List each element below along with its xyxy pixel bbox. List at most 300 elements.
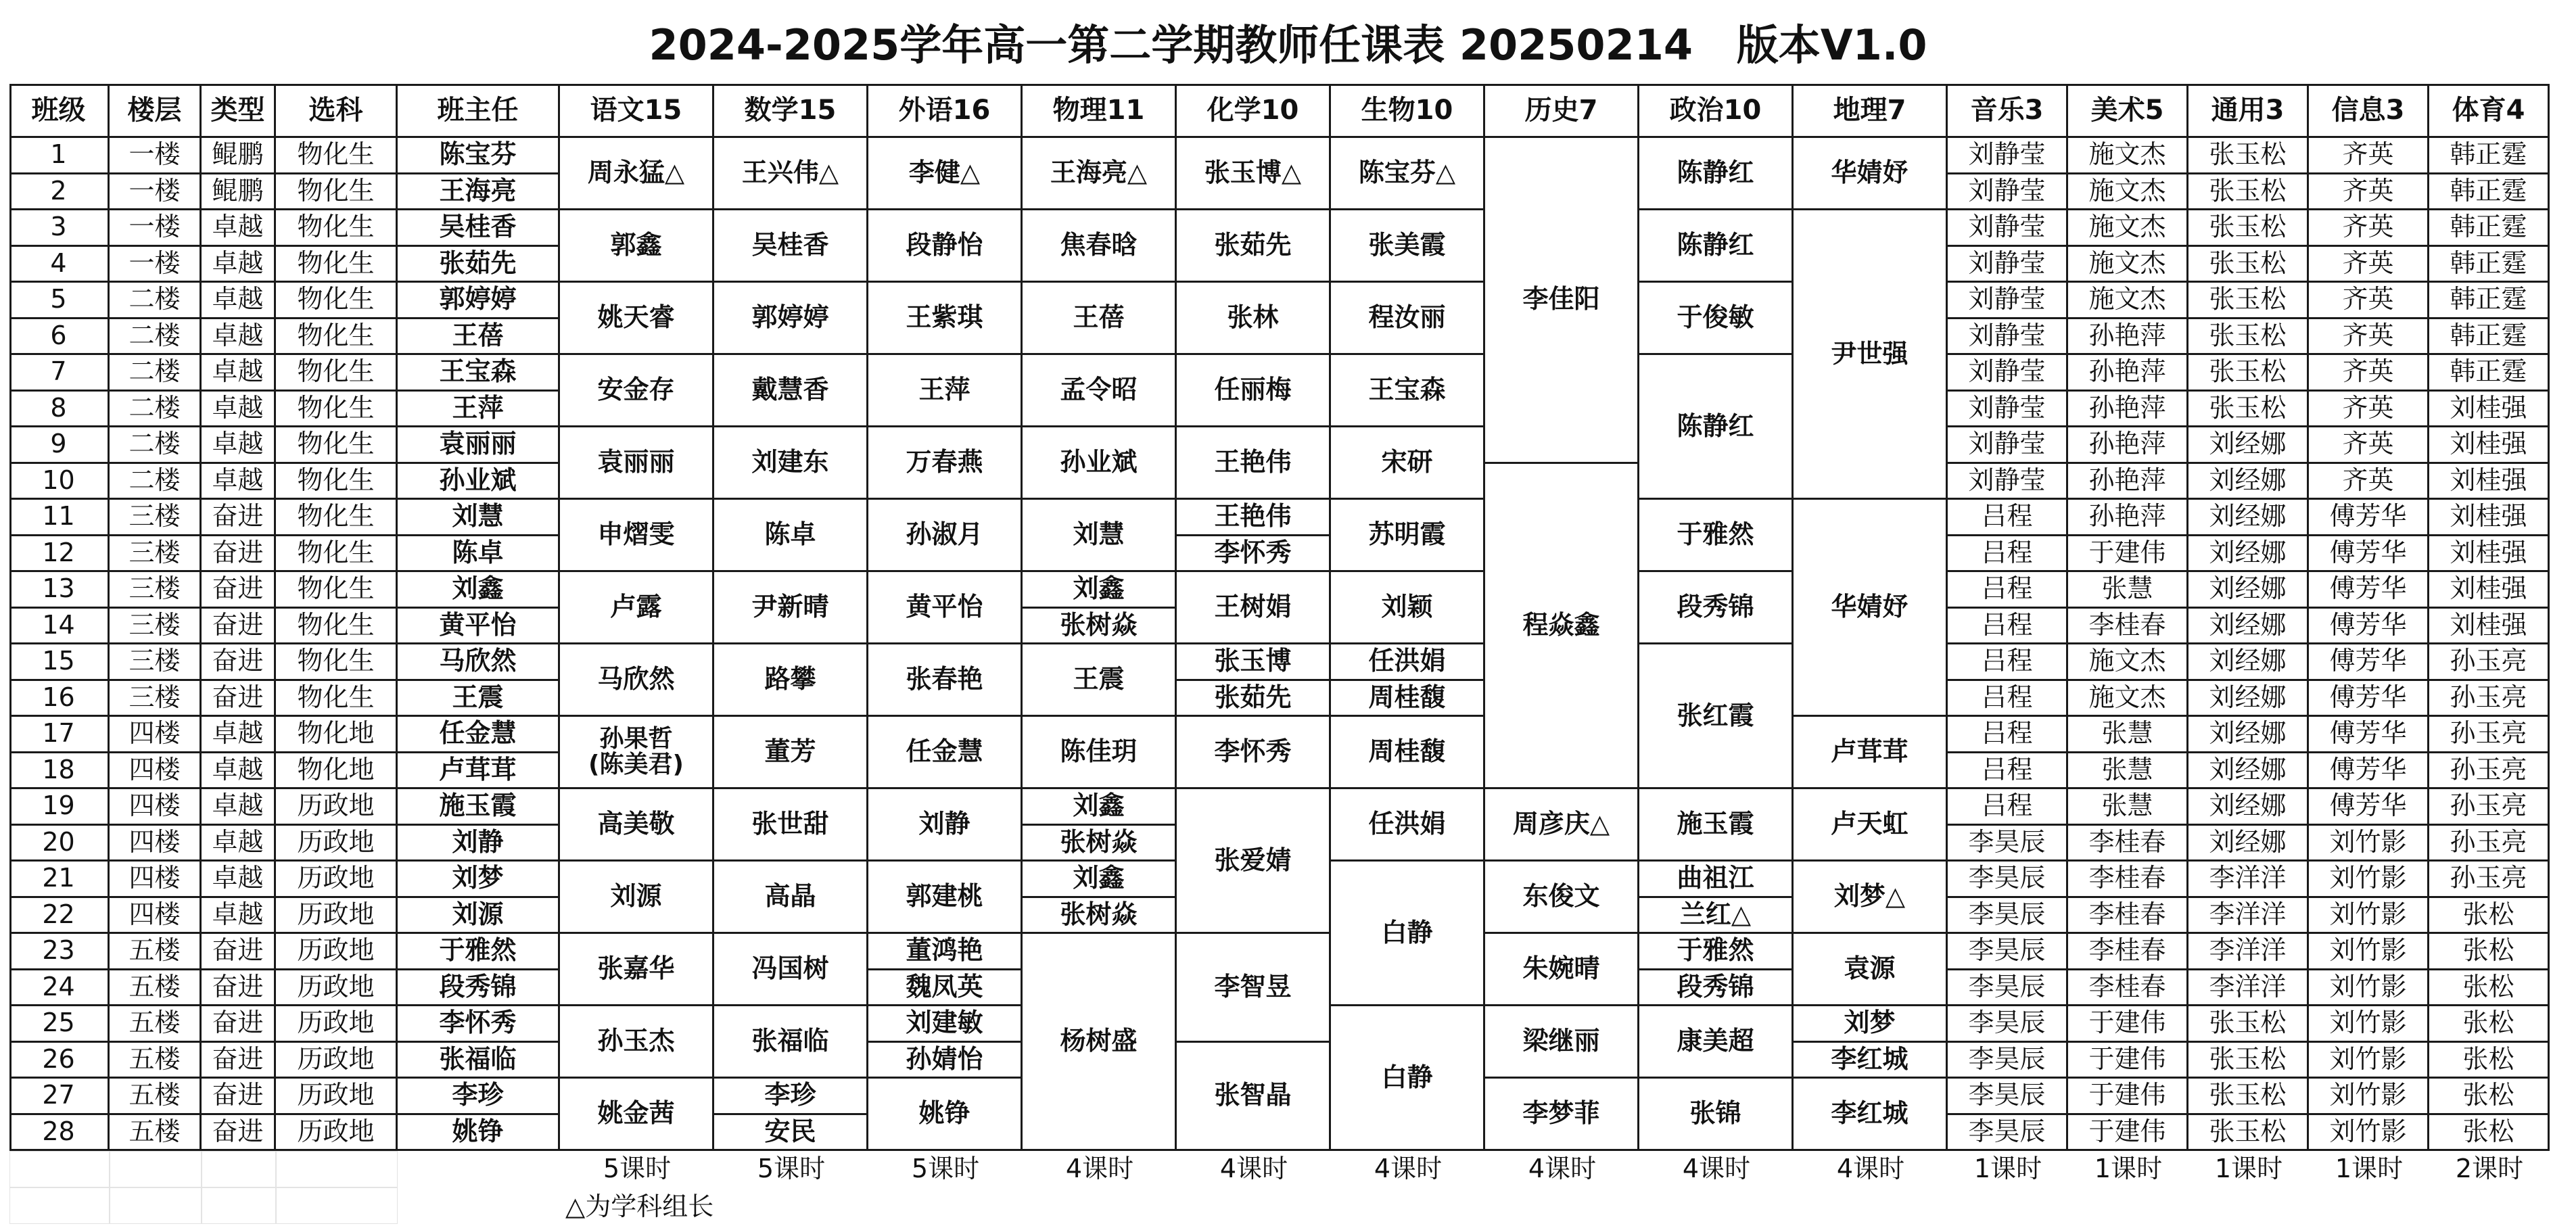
teacher-cell: 刘经娜: [2188, 572, 2309, 609]
teacher-cell: 任丽梅: [1177, 355, 1331, 427]
teacher-cell: 吴桂香: [714, 210, 868, 283]
class-type-cell: 奋进: [202, 500, 276, 536]
teacher-cell: 韩正霆: [2429, 247, 2550, 283]
head-teacher-cell: 王海亮: [398, 174, 560, 211]
weekly-hours-cell: 1课时: [2214, 1154, 2283, 1184]
teacher-cell: 郭鑫: [560, 210, 714, 283]
floor-cell: 三楼: [110, 644, 202, 681]
subject-combo-cell: 物化生: [276, 609, 398, 645]
teacher-cell: 刘鑫: [1023, 572, 1177, 609]
head-teacher-cell: 张茹先: [398, 247, 560, 283]
teacher-cell: 韩正霆: [2429, 283, 2550, 319]
floor-cell: 一楼: [110, 210, 202, 247]
class-number-cell: 20: [9, 826, 110, 862]
teacher-cell: 齐英: [2309, 247, 2429, 283]
teacher-cell: 孙玉杰: [560, 1006, 714, 1079]
teacher-cell: 张松: [2429, 1079, 2550, 1115]
head-teacher-cell: 吴桂香: [398, 210, 560, 247]
head-teacher-cell: 施玉霞: [398, 789, 560, 826]
teacher-cell: 魏凤英: [868, 970, 1023, 1007]
subject-combo-cell: 物化生: [276, 138, 398, 174]
head-teacher-cell: 姚铮: [398, 1115, 560, 1152]
teacher-cell: 周桂馥: [1331, 717, 1485, 789]
teacher-cell: 孙艳萍: [2068, 427, 2188, 464]
teacher-cell: 张红霞: [1639, 644, 1794, 789]
teacher-cell: 李昊辰: [1948, 826, 2068, 862]
head-teacher-cell: 李珍: [398, 1079, 560, 1115]
teacher-cell: 刘经娜: [2188, 681, 2309, 717]
floor-cell: 二楼: [110, 355, 202, 392]
floor-cell: 四楼: [110, 862, 202, 898]
teacher-cell: 齐英: [2309, 355, 2429, 392]
teacher-cell: 陈卓: [714, 500, 868, 572]
teacher-cell: 张智晶: [1177, 1043, 1331, 1152]
class-number-cell: 15: [9, 644, 110, 681]
head-teacher-cell: 孙业斌: [398, 464, 560, 500]
column-header: 数学15: [714, 84, 868, 138]
class-number-cell: 9: [9, 427, 110, 464]
teacher-cell: 王宝森: [1331, 355, 1485, 427]
teacher-cell: 刘桂强: [2429, 609, 2550, 645]
teacher-cell: 张松: [2429, 1006, 2550, 1043]
class-type-cell: 卓越: [202, 319, 276, 356]
column-header: 美术5: [2068, 84, 2188, 138]
teacher-cell: 张慧: [2068, 753, 2188, 790]
class-number-cell: 7: [9, 355, 110, 392]
floor-cell: 五楼: [110, 1006, 202, 1043]
teacher-cell: 刘建东: [714, 427, 868, 500]
teacher-cell: 卢茸茸: [1794, 717, 1948, 789]
column-header: 楼层: [110, 84, 202, 138]
teacher-cell: 康美超: [1639, 1006, 1794, 1079]
teacher-cell: 董芳: [714, 717, 868, 789]
teacher-cell: 齐英: [2309, 138, 2429, 174]
teacher-cell: 程焱鑫: [1485, 464, 1639, 790]
teacher-cell: 齐英: [2309, 174, 2429, 211]
class-number-cell: 8: [9, 392, 110, 428]
teacher-cell: 袁源: [1794, 934, 1948, 1006]
teacher-cell: 董鸿艳: [868, 934, 1023, 970]
subject-combo-cell: 物化生: [276, 572, 398, 609]
teacher-cell: 刘桂强: [2429, 500, 2550, 536]
class-number-cell: 3: [9, 210, 110, 247]
teacher-cell: 周桂馥: [1331, 681, 1485, 717]
teacher-cell: 刘经娜: [2188, 753, 2309, 790]
weekly-hours-cell: 4课时: [1219, 1154, 1288, 1184]
class-number-cell: 27: [9, 1079, 110, 1115]
teacher-cell: 吕程: [1948, 609, 2068, 645]
teacher-cell: 张美霞: [1331, 210, 1485, 283]
teacher-cell: 刘鑫: [1023, 789, 1177, 826]
floor-cell: 四楼: [110, 753, 202, 790]
teacher-cell: 孙玉亮: [2429, 717, 2550, 753]
teacher-cell: 刘竹影: [2309, 862, 2429, 898]
teacher-cell: 孙玉亮: [2429, 644, 2550, 681]
class-number-cell: 22: [9, 898, 110, 935]
teacher-cell: 孙玉亮: [2429, 862, 2550, 898]
teacher-cell: 华婧妤: [1794, 138, 1948, 210]
teacher-cell: 王震: [1023, 644, 1177, 717]
weekly-hours-cell: 1课时: [1973, 1154, 2042, 1184]
teacher-cell: 张玉松: [2188, 1006, 2309, 1043]
subject-combo-cell: 历政地: [276, 898, 398, 935]
teacher-cell: 周永猛△: [560, 138, 714, 210]
class-type-cell: 奋进: [202, 970, 276, 1007]
column-header: 化学10: [1177, 84, 1331, 138]
teacher-cell: 傅芳华: [2309, 644, 2429, 681]
teacher-cell: 刘静莹: [1948, 247, 2068, 283]
class-type-cell: 卓越: [202, 210, 276, 247]
floor-cell: 四楼: [110, 717, 202, 753]
teacher-cell: 刘颖: [1331, 572, 1485, 644]
teacher-cell: 任金慧: [868, 717, 1023, 789]
teacher-cell: 李洋洋: [2188, 898, 2309, 935]
subject-combo-cell: 历政地: [276, 826, 398, 862]
floor-cell: 二楼: [110, 427, 202, 464]
subject-combo-cell: 物化生: [276, 536, 398, 573]
teacher-cell: 于俊敏: [1639, 283, 1794, 355]
subject-combo-cell: 历政地: [276, 970, 398, 1007]
teacher-cell: 于建伟: [2068, 1006, 2188, 1043]
teacher-cell: 段秀锦: [1639, 572, 1794, 644]
subject-combo-cell: 历政地: [276, 1006, 398, 1043]
subject-combo-cell: 历政地: [276, 934, 398, 970]
head-teacher-cell: 王震: [398, 681, 560, 717]
subject-combo-cell: 物化生: [276, 392, 398, 428]
floor-cell: 三楼: [110, 536, 202, 573]
weekly-hours-cell: 1课时: [2094, 1154, 2163, 1184]
teacher-cell: 张玉松: [2188, 392, 2309, 428]
class-number-cell: 28: [9, 1115, 110, 1152]
head-teacher-cell: 张福临: [398, 1043, 560, 1079]
teacher-cell: 白静: [1331, 1006, 1485, 1151]
class-type-cell: 奋进: [202, 536, 276, 573]
teacher-cell: 齐英: [2309, 283, 2429, 319]
teacher-cell: 孙艳萍: [2068, 500, 2188, 536]
floor-cell: 二楼: [110, 392, 202, 428]
teacher-cell: 尹世强: [1794, 210, 1948, 500]
teacher-cell: 于建伟: [2068, 1043, 2188, 1079]
head-teacher-cell: 郭婷婷: [398, 283, 560, 319]
teacher-cell: 陈静红: [1639, 138, 1794, 210]
class-number-cell: 14: [9, 609, 110, 645]
head-teacher-cell: 任金慧: [398, 717, 560, 753]
teacher-cell: 尹新晴: [714, 572, 868, 644]
teacher-cell: 施文杰: [2068, 210, 2188, 247]
floor-cell: 一楼: [110, 247, 202, 283]
empty-footer-cell: [110, 1187, 202, 1224]
teacher-cell: 王艳伟: [1177, 427, 1331, 500]
class-type-cell: 卓越: [202, 862, 276, 898]
head-teacher-cell: 刘源: [398, 898, 560, 935]
teacher-cell: 姚金茜: [560, 1079, 714, 1151]
teacher-cell: 李昊辰: [1948, 1043, 2068, 1079]
class-type-cell: 奋进: [202, 1115, 276, 1152]
teacher-cell: 刘竹影: [2309, 1079, 2429, 1115]
teacher-cell: 刘桂强: [2429, 392, 2550, 428]
teacher-cell: 刘经娜: [2188, 789, 2309, 826]
teacher-cell: 李昊辰: [1948, 898, 2068, 935]
teacher-cell: 张嘉华: [560, 934, 714, 1006]
head-teacher-cell: 陈宝芬: [398, 138, 560, 174]
teacher-cell: 刘慧: [1023, 500, 1177, 572]
teacher-cell: 韩正霆: [2429, 355, 2550, 392]
teacher-cell: 孙玉亮: [2429, 826, 2550, 862]
empty-footer-cell: [110, 1151, 202, 1187]
weekly-hours-cell: 4课时: [1528, 1154, 1597, 1184]
teacher-cell: 刘桂强: [2429, 464, 2550, 500]
class-type-cell: 奋进: [202, 609, 276, 645]
teacher-cell: 孙艳萍: [2068, 319, 2188, 356]
teacher-cell: 华婧妤: [1794, 500, 1948, 717]
teacher-cell: 齐英: [2309, 464, 2429, 500]
teacher-cell: 孙玉亮: [2429, 753, 2550, 790]
teacher-cell: 李昊辰: [1948, 1079, 2068, 1115]
teacher-cell: 郭建桃: [868, 862, 1023, 934]
teacher-cell: 张玉松: [2188, 174, 2309, 211]
teacher-cell: 刘竹影: [2309, 898, 2429, 935]
class-number-cell: 16: [9, 681, 110, 717]
teacher-cell: 刘静莹: [1948, 319, 2068, 356]
column-header: 信息3: [2309, 84, 2429, 138]
teacher-cell: 刘静莹: [1948, 210, 2068, 247]
teacher-cell: 吕程: [1948, 789, 2068, 826]
teacher-cell: 李珍: [714, 1079, 868, 1115]
teacher-cell: 施文杰: [2068, 283, 2188, 319]
head-teacher-cell: 王蓓: [398, 319, 560, 356]
teacher-cell: 陈静红: [1639, 210, 1794, 283]
teacher-cell: 曲祖江: [1639, 862, 1794, 898]
column-header: 班主任: [398, 84, 560, 138]
class-type-cell: 鲲鹏: [202, 138, 276, 174]
class-type-cell: 奋进: [202, 644, 276, 681]
teacher-cell: 刘经娜: [2188, 717, 2309, 753]
teacher-cell: 万春燕: [868, 427, 1023, 500]
head-teacher-cell: 王萍: [398, 392, 560, 428]
column-header: 历史7: [1485, 84, 1639, 138]
empty-footer-cell: [202, 1187, 276, 1224]
subject-combo-cell: 物化生: [276, 174, 398, 211]
column-header: 政治10: [1639, 84, 1794, 138]
teacher-cell: 王紫琪: [868, 283, 1023, 355]
head-teacher-cell: 李怀秀: [398, 1006, 560, 1043]
teacher-cell: 陈佳玥: [1023, 717, 1177, 789]
column-header: 语文15: [560, 84, 714, 138]
head-teacher-cell: 刘鑫: [398, 572, 560, 609]
teacher-cell: 张松: [2429, 898, 2550, 935]
head-teacher-cell: 陈卓: [398, 536, 560, 573]
teacher-cell: 任洪娟: [1331, 644, 1485, 681]
teacher-cell: 刘静莹: [1948, 464, 2068, 500]
teacher-cell: 高美敬: [560, 789, 714, 862]
teacher-cell: 张松: [2429, 1115, 2550, 1152]
floor-cell: 五楼: [110, 1043, 202, 1079]
teacher-cell: 王蓓: [1023, 283, 1177, 355]
teacher-cell: 李怀秀: [1177, 536, 1331, 573]
floor-cell: 一楼: [110, 174, 202, 211]
teacher-cell: 张林: [1177, 283, 1331, 355]
class-number-cell: 19: [9, 789, 110, 826]
class-number-cell: 12: [9, 536, 110, 573]
teacher-cell: 李怀秀: [1177, 717, 1331, 789]
class-type-cell: 卓越: [202, 753, 276, 790]
teacher-cell: 傅芳华: [2309, 609, 2429, 645]
column-header: 类型: [202, 84, 276, 138]
subject-combo-cell: 物化生: [276, 464, 398, 500]
class-number-cell: 24: [9, 970, 110, 1007]
class-type-cell: 卓越: [202, 898, 276, 935]
teacher-cell: 宋研: [1331, 427, 1485, 500]
teacher-cell: 姚天睿: [560, 283, 714, 355]
teacher-cell: 任洪娟: [1331, 789, 1485, 862]
teacher-cell: 李智昱: [1177, 934, 1331, 1043]
weekly-hours-cell: 4课时: [1682, 1154, 1751, 1184]
teacher-cell: 刘竹影: [2309, 826, 2429, 862]
teacher-cell: 李昊辰: [1948, 934, 2068, 970]
teacher-cell: 李洋洋: [2188, 862, 2309, 898]
class-type-cell: 奋进: [202, 572, 276, 609]
weekly-hours-cell: 5课时: [911, 1154, 980, 1184]
teacher-cell: 郭婷婷: [714, 283, 868, 355]
teacher-cell: 李洋洋: [2188, 934, 2309, 970]
legend-note: △为学科组长: [565, 1192, 714, 1221]
teacher-cell: 李红城: [1794, 1043, 1948, 1079]
teacher-cell: 姚铮: [868, 1079, 1023, 1151]
column-header: 体育4: [2429, 84, 2550, 138]
teacher-cell: 戴慧香: [714, 355, 868, 427]
teacher-cell: 刘竹影: [2309, 1115, 2429, 1152]
teacher-cell: 卢天虹: [1794, 789, 1948, 862]
teacher-cell: 张慧: [2068, 572, 2188, 609]
teacher-cell: 李昊辰: [1948, 862, 2068, 898]
empty-footer-cell: [9, 1151, 110, 1187]
floor-cell: 五楼: [110, 934, 202, 970]
teacher-cell: 于雅然: [1639, 500, 1794, 572]
teacher-cell: 吕程: [1948, 536, 2068, 573]
teacher-cell: 张玉松: [2188, 247, 2309, 283]
column-header: 选科: [276, 84, 398, 138]
teacher-cell: 朱婉晴: [1485, 934, 1639, 1006]
subject-combo-cell: 物化生: [276, 247, 398, 283]
head-teacher-cell: 卢茸茸: [398, 753, 560, 790]
class-number-cell: 6: [9, 319, 110, 356]
teacher-cell: 于雅然: [1639, 934, 1794, 970]
floor-cell: 三楼: [110, 572, 202, 609]
subject-combo-cell: 历政地: [276, 862, 398, 898]
subject-combo-cell: 物化生: [276, 681, 398, 717]
teacher-cell: 刘经娜: [2188, 609, 2309, 645]
column-header: 地理7: [1794, 84, 1948, 138]
teacher-cell: 王兴伟△: [714, 138, 868, 210]
teacher-cell: 李桂春: [2068, 862, 2188, 898]
subject-combo-cell: 物化生: [276, 283, 398, 319]
teacher-cell: 刘竹影: [2309, 934, 2429, 970]
floor-cell: 五楼: [110, 1115, 202, 1152]
empty-footer-cell: [202, 1151, 276, 1187]
class-type-cell: 鲲鹏: [202, 174, 276, 211]
teacher-cell: 韩正霆: [2429, 138, 2550, 174]
teacher-cell: 孙玉亮: [2429, 789, 2550, 826]
floor-cell: 二楼: [110, 464, 202, 500]
class-number-cell: 25: [9, 1006, 110, 1043]
column-header: 外语16: [868, 84, 1023, 138]
teacher-cell: 安金存: [560, 355, 714, 427]
subject-combo-cell: 物化生: [276, 210, 398, 247]
teacher-cell: 孙艳萍: [2068, 464, 2188, 500]
teacher-cell: 刘建敏: [868, 1006, 1023, 1043]
teacher-cell: 李红城: [1794, 1079, 1948, 1151]
sheet-title: 2024-2025学年高一第二学期教师任课表 20250214 版本V1.0: [649, 20, 1927, 70]
teacher-cell: 高晶: [714, 862, 868, 934]
teacher-cell: 张树焱: [1023, 898, 1177, 935]
head-teacher-cell: 马欣然: [398, 644, 560, 681]
teacher-cell: 李昊辰: [1948, 970, 2068, 1007]
teacher-cell: 刘竹影: [2309, 1006, 2429, 1043]
empty-footer-cell: [276, 1187, 398, 1224]
class-number-cell: 4: [9, 247, 110, 283]
teacher-cell: 孙艳萍: [2068, 392, 2188, 428]
teacher-cell: 东俊文: [1485, 862, 1639, 934]
weekly-hours-cell: 5课时: [757, 1154, 826, 1184]
subject-combo-cell: 历政地: [276, 1079, 398, 1115]
head-teacher-cell: 段秀锦: [398, 970, 560, 1007]
teacher-cell: 孙果哲 (陈美君): [560, 717, 714, 789]
teacher-cell: 张树焱: [1023, 609, 1177, 645]
weekly-hours-cell: 1课时: [2335, 1154, 2404, 1184]
weekly-hours-cell: 4课时: [1836, 1154, 1905, 1184]
subject-combo-cell: 物化生: [276, 355, 398, 392]
teacher-cell: 陈静红: [1639, 355, 1794, 500]
class-type-cell: 奋进: [202, 681, 276, 717]
teacher-cell: 刘竹影: [2309, 1043, 2429, 1079]
column-header: 物理11: [1023, 84, 1177, 138]
teacher-cell: 张茹先: [1177, 210, 1331, 283]
teacher-cell: 袁丽丽: [560, 427, 714, 500]
teacher-cell: 刘源: [560, 862, 714, 934]
class-type-cell: 卓越: [202, 283, 276, 319]
class-type-cell: 卓越: [202, 789, 276, 826]
teacher-cell: 马欣然: [560, 644, 714, 717]
teacher-cell: 刘静莹: [1948, 392, 2068, 428]
subject-combo-cell: 物化生: [276, 500, 398, 536]
teacher-cell: 齐英: [2309, 210, 2429, 247]
teacher-cell: 王艳伟: [1177, 500, 1331, 536]
subject-combo-cell: 历政地: [276, 1115, 398, 1152]
teacher-cell: 张玉松: [2188, 138, 2309, 174]
teacher-cell: 王树娟: [1177, 572, 1331, 644]
teacher-cell: 黄平怡: [868, 572, 1023, 644]
class-number-cell: 11: [9, 500, 110, 536]
floor-cell: 二楼: [110, 283, 202, 319]
teacher-cell: 张松: [2429, 1043, 2550, 1079]
teacher-cell: 卢露: [560, 572, 714, 644]
class-type-cell: 奋进: [202, 1043, 276, 1079]
teacher-cell: 施文杰: [2068, 174, 2188, 211]
floor-cell: 三楼: [110, 681, 202, 717]
teacher-cell: 李昊辰: [1948, 1006, 2068, 1043]
column-header: 音乐3: [1948, 84, 2068, 138]
teacher-cell: 刘静莹: [1948, 138, 2068, 174]
teacher-cell: 张玉松: [2188, 1079, 2309, 1115]
teacher-cell: 李桂春: [2068, 970, 2188, 1007]
teacher-cell: 段静怡: [868, 210, 1023, 283]
class-number-cell: 26: [9, 1043, 110, 1079]
class-number-cell: 21: [9, 862, 110, 898]
teacher-cell: 焦春晗: [1023, 210, 1177, 283]
teacher-cell: 程汝丽: [1331, 283, 1485, 355]
teacher-cell: 张玉博△: [1177, 138, 1331, 210]
subject-combo-cell: 物化生: [276, 427, 398, 464]
